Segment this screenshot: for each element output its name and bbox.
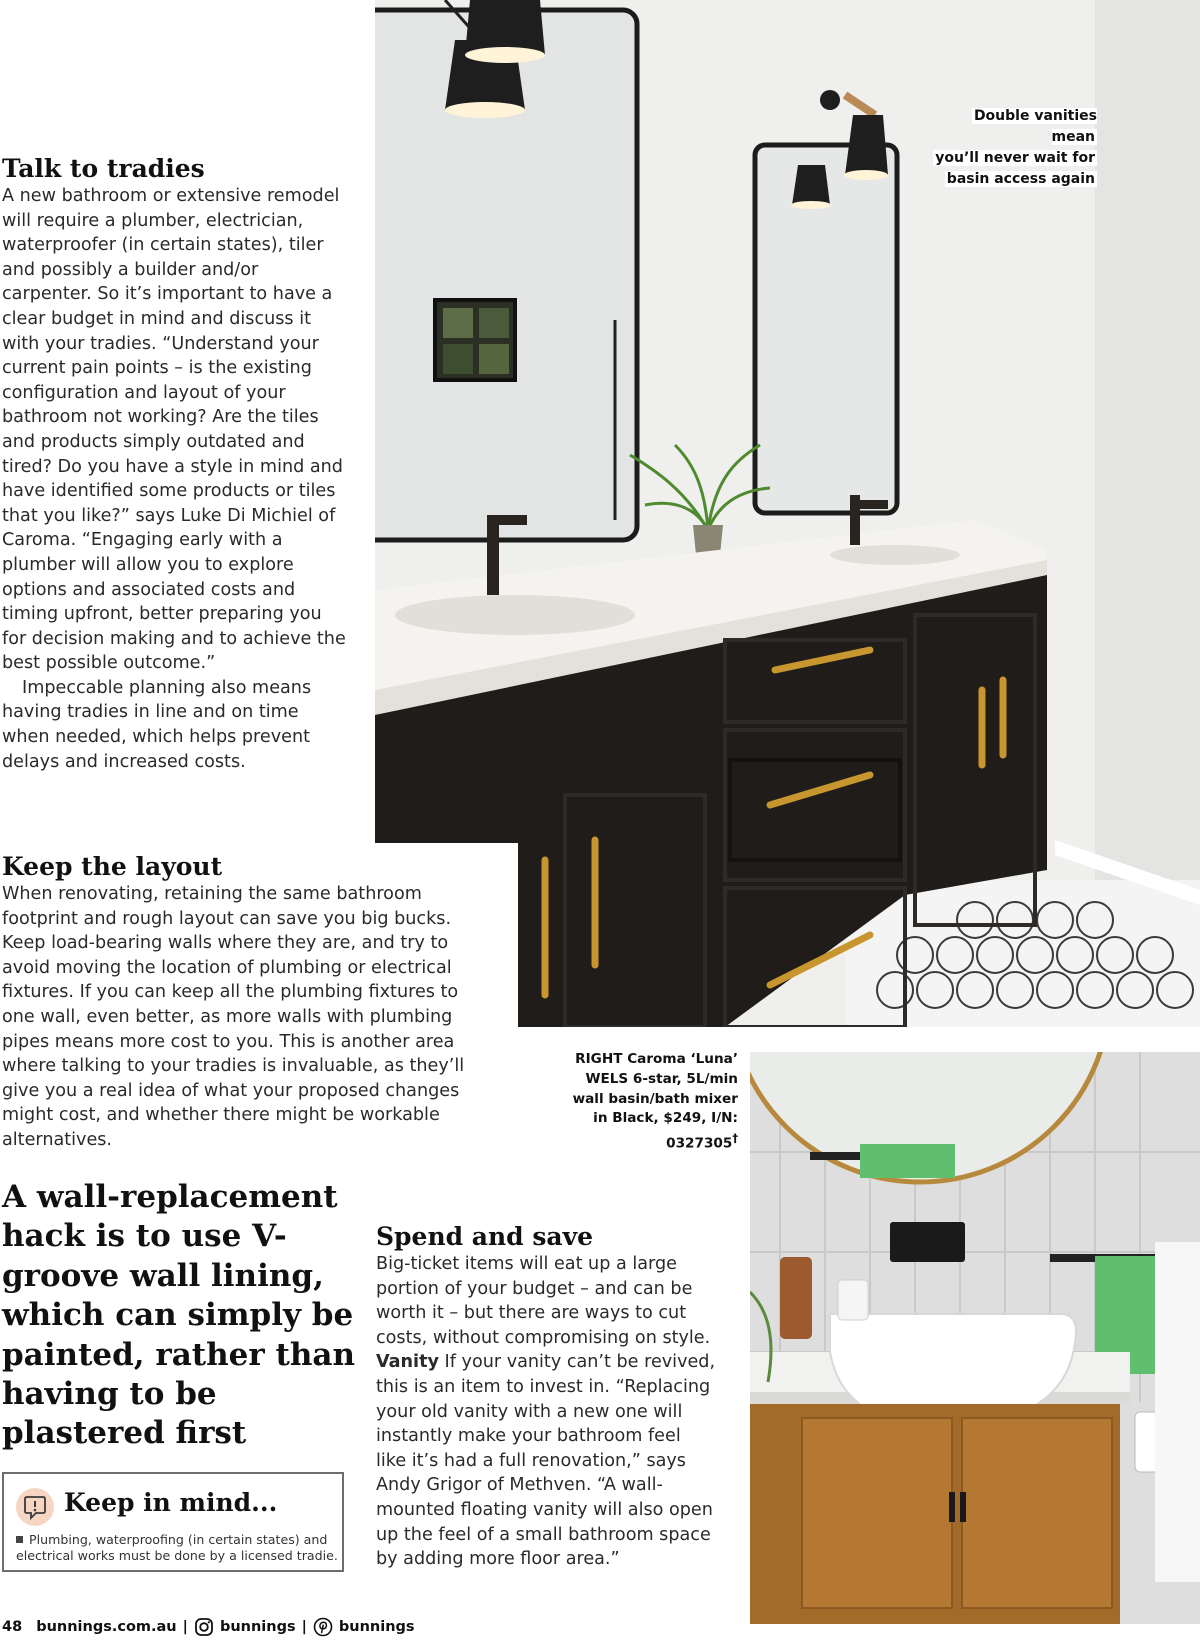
keep-the-layout-paragraph: When renovating, retaining the same bathroom footprint and rough layout can save you big bucks. Keep load-bearing walls where they are, and try to avoid moving the location of plumbing or electrical fixtures. If you can keep all the plumbing fixtures to one wall, even better, as more walls with plumbing pipes means more cost to you. This is another area where talking to your tradies is invaluable, as they’ll give you a real idea of what your proposed changes might cost, and whether there might be workable alternatives.	[2, 884, 465, 1150]
floating-vanity-photo	[750, 1052, 1200, 1624]
vanity-label: Vanity	[376, 1352, 439, 1373]
hero-caption-line: you’ll never wait for	[935, 150, 1095, 166]
keep-in-mind-title: Keep in mind...	[64, 1488, 278, 1517]
hero-photo-caption	[932, 106, 1097, 190]
keep-the-layout-heading: Keep the layout	[2, 852, 223, 881]
hero-caption-line: Double vanities mean	[973, 108, 1097, 145]
pull-quote: A wall-replacement hack is to use V-groove wall lining, which can simply be painted, rather than having to be plastered first	[2, 1179, 355, 1452]
footer-separator: |	[182, 1619, 188, 1635]
product-caption-text-2: in Black, $249, I/N: 0327305	[593, 1110, 738, 1152]
keep-in-mind-box	[2, 1472, 344, 1572]
talk-to-tradies-section	[2, 154, 347, 774]
bullet-square-icon	[16, 1536, 23, 1543]
spend-and-save-section	[376, 1222, 716, 1572]
floating-vanity-illustration	[750, 1052, 1200, 1624]
talk-to-tradies-paragraph-1: A new bathroom or extensive remodel will require a plumber, electrician, waterproofer (in certain states), tiler and possibly a builder and/or carpenter. So it’s important to have a clear budget in mind and discuss it with your tradies. “Understand your current pain points – is the existing configuration and layout of your bathroom not working? Are the tiles and products simply outdated and tired? Do you have a style in mind and have identified some products or tiles that you like?” says Luke Di Michiel of Caroma. “Engaging early with a plumber will allow you to explore options and associated costs and timing upfront, better preparing you for decision making and to achieve the best possible outcome.”	[2, 186, 346, 674]
page-footer	[2, 1617, 415, 1637]
spend-and-save-heading: Spend and save	[376, 1222, 594, 1251]
product-caption-dagger: †	[732, 1131, 738, 1146]
pinterest-icon	[313, 1617, 333, 1637]
website-link[interactable]: bunnings.com.au	[36, 1619, 177, 1635]
keep-in-mind-body: Plumbing, waterproofing (in certain states) and electrical works must be done by a licensed tradie.	[16, 1532, 338, 1563]
product-caption	[560, 1050, 738, 1155]
instagram-handle[interactable]: bunnings	[219, 1619, 296, 1635]
spend-and-save-paragraph-1: Big-ticket items will eat up a large portion of your budget – and can be worth it – but there are ways to cut costs, without compromising on style.	[376, 1254, 711, 1348]
hero-caption-line: basin access again	[946, 171, 1095, 187]
product-caption-bold: mixer	[694, 1090, 738, 1107]
keep-the-layout-section	[2, 852, 494, 1153]
instagram-icon	[194, 1617, 214, 1637]
talk-to-tradies-heading: Talk to tradies	[2, 154, 205, 183]
speech-bubble-info-glyph	[16, 1488, 54, 1526]
page-number: 48	[2, 1619, 23, 1635]
speech-bubble-info-icon	[16, 1488, 54, 1526]
product-caption-text: RIGHT Caroma ‘Luna’ WELS 6-star, 5L/min wall basin/bath	[572, 1051, 738, 1107]
spend-and-save-paragraph-2: If your vanity can’t be revived, this is an item to invest in. “Replacing your old vanity with a new one will instantly make your bathroom feel like it’s had a full renovation,” says Andy Grigor of Methven. “A wall-mounted floating vanity will also open up the feel of a small bathroom space by adding more floor area.”	[376, 1352, 716, 1570]
footer-separator: |	[301, 1619, 307, 1635]
keep-in-mind-text	[16, 1532, 338, 1564]
pinterest-handle[interactable]: bunnings	[338, 1619, 415, 1635]
talk-to-tradies-paragraph-2: Impeccable planning also means having tradies in line and on time when needed, which helps prevent delays and increased costs.	[2, 677, 312, 772]
